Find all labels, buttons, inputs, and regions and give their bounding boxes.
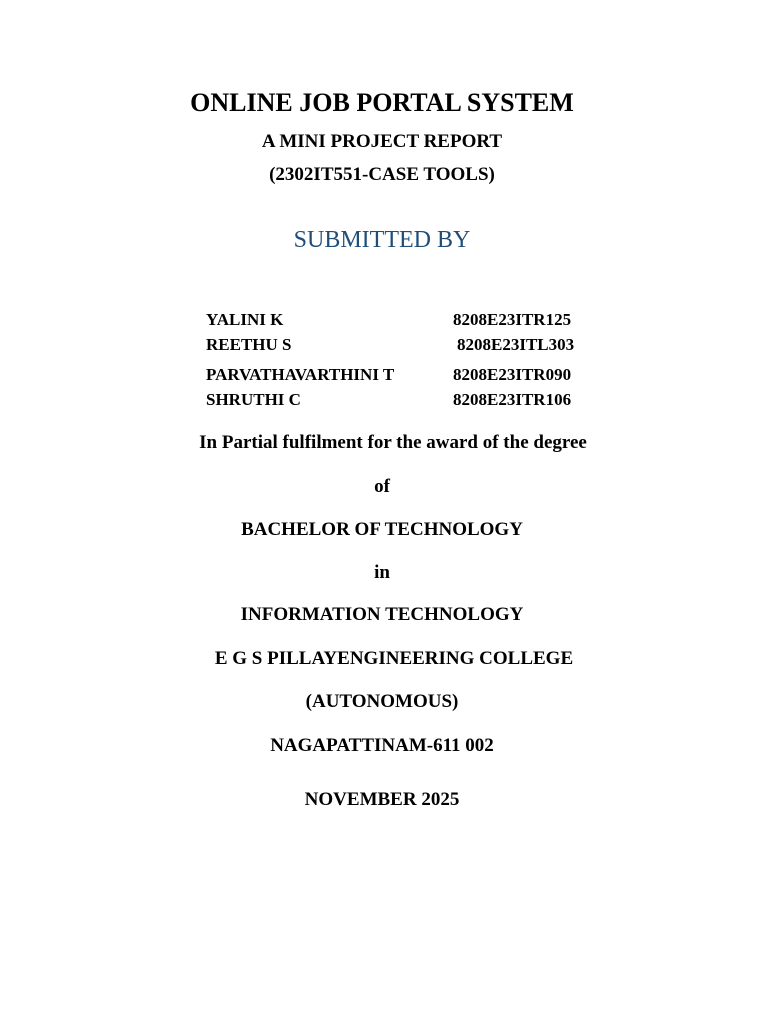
of-text: of	[374, 476, 390, 497]
degree-name: BACHELOR OF TECHNOLOGY	[241, 519, 523, 540]
report-title: ONLINE JOB PORTAL SYSTEM	[190, 88, 574, 117]
department-name: INFORMATION TECHNOLOGY	[240, 604, 524, 625]
autonomous-status: (AUTONOMOUS)	[305, 691, 459, 712]
report-subtitle: A MINI PROJECT REPORT	[261, 131, 503, 152]
college-name: E G S PILLAYENGINEERING COLLEGE	[214, 648, 574, 669]
member-id: 8208E23ITL303	[457, 335, 575, 354]
member-id: 8208E23ITR125	[453, 310, 572, 329]
member-id: 8208E23ITR106	[453, 390, 572, 409]
submitted-by-heading: SUBMITTED BY	[293, 227, 471, 253]
member-name: SHRUTHI C	[206, 390, 301, 409]
submission-date: NOVEMBER 2025	[304, 789, 460, 810]
degree-intro: In Partial fulfilment for the award of the degree	[199, 432, 587, 453]
in-text: in	[374, 562, 390, 583]
member-name: REETHU S	[206, 335, 292, 354]
college-location: NAGAPATTINAM-611 002	[270, 735, 494, 756]
course-code: (2302IT551-CASE TOOLS)	[269, 164, 495, 185]
member-name: PARVATHAVARTHINI T	[206, 365, 395, 384]
member-name: YALINI K	[206, 310, 284, 329]
member-id: 8208E23ITR090	[453, 365, 572, 384]
